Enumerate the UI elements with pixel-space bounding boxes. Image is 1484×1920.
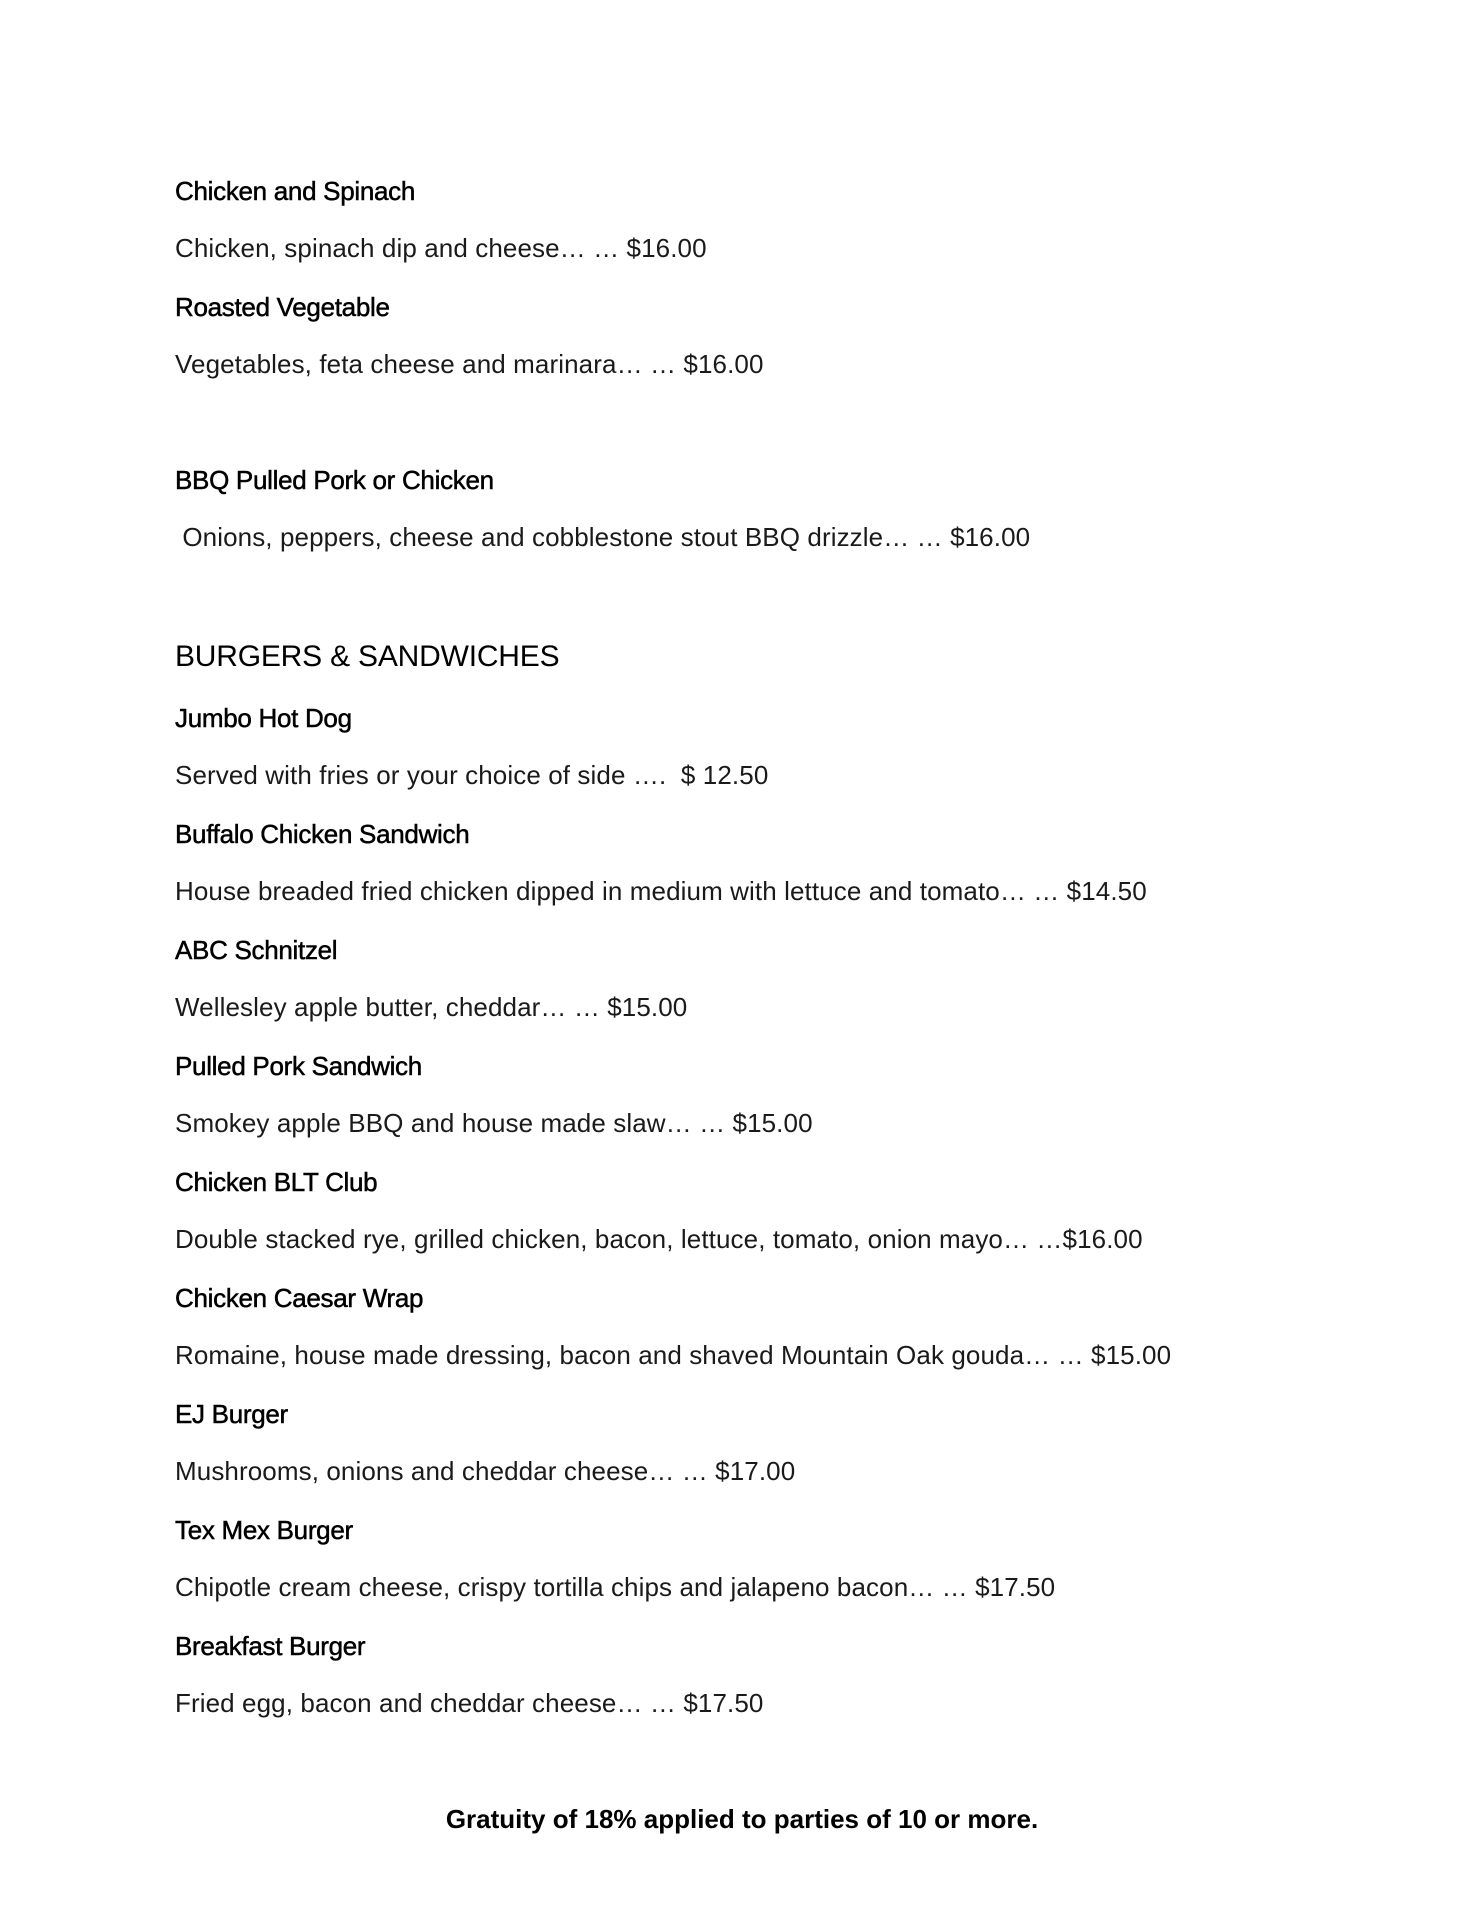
item-desc-abc-schnitzel: Wellesley apple butter, cheddar… … $15.00 (175, 992, 688, 1022)
item-desc-jumbo-hot-dog: Served with fries or your choice of side …. $ 12.50 (175, 760, 769, 790)
item-desc-chicken-blt-club: Double stacked rye, grilled chicken, bacon, lettuce, tomato, onion mayo… …$16.00 (175, 1224, 1143, 1254)
gratuity-note: Gratuity of 18% applied to parties of 10 or more. (445, 1804, 1039, 1834)
item-name-tex-mex-burger: Tex Mex Burger (175, 1515, 353, 1545)
item-name-pulled-pork-sandwich: Pulled Pork Sandwich (175, 1051, 422, 1081)
item-desc-bbq-pulled-pork: Onions, peppers, cheese and cobblestone stout BBQ drizzle… … $16.00 (175, 522, 1031, 552)
item-desc-tex-mex-burger: Chipotle cream cheese, crispy tortilla chips and jalapeno bacon… … $17.50 (175, 1572, 1056, 1602)
item-name-breakfast-burger: Breakfast Burger (175, 1631, 366, 1661)
item-desc-ej-burger: Mushrooms, onions and cheddar cheese… … $17.00 (175, 1456, 796, 1486)
item-name-abc-schnitzel: ABC Schnitzel (175, 935, 338, 965)
item-desc-chicken-caesar-wrap: Romaine, house made dressing, bacon and shaved Mountain Oak gouda… … $15.00 (175, 1340, 1172, 1370)
item-desc-chicken-and-spinach: Chicken, spinach dip and cheese… … $16.00 (175, 233, 707, 263)
item-name-jumbo-hot-dog: Jumbo Hot Dog (175, 703, 352, 733)
item-name-roasted-vegetable: Roasted Vegetable (175, 292, 390, 322)
item-name-ej-burger: EJ Burger (175, 1399, 288, 1429)
item-name-chicken-blt-club: Chicken BLT Club (175, 1167, 378, 1197)
item-name-chicken-caesar-wrap: Chicken Caesar Wrap (175, 1283, 424, 1313)
item-desc-breakfast-burger: Fried egg, bacon and cheddar cheese… … $17.50 (175, 1688, 764, 1718)
item-desc-buffalo-chicken-sandwich: House breaded fried chicken dipped in medium with lettuce and tomato… … $14.50 (175, 876, 1147, 906)
item-name-bbq-pulled-pork: BBQ Pulled Pork or Chicken (175, 465, 494, 495)
item-desc-roasted-vegetable: Vegetables, feta cheese and marinara… … $16.00 (175, 349, 764, 379)
item-name-chicken-and-spinach: Chicken and Spinach (175, 176, 416, 206)
section-heading-burgers-sandwiches: BURGERS & SANDWICHES (175, 640, 560, 673)
item-name-buffalo-chicken-sandwich: Buffalo Chicken Sandwich (175, 819, 470, 849)
item-desc-pulled-pork-sandwich: Smokey apple BBQ and house made slaw… … $15.00 (175, 1108, 813, 1138)
